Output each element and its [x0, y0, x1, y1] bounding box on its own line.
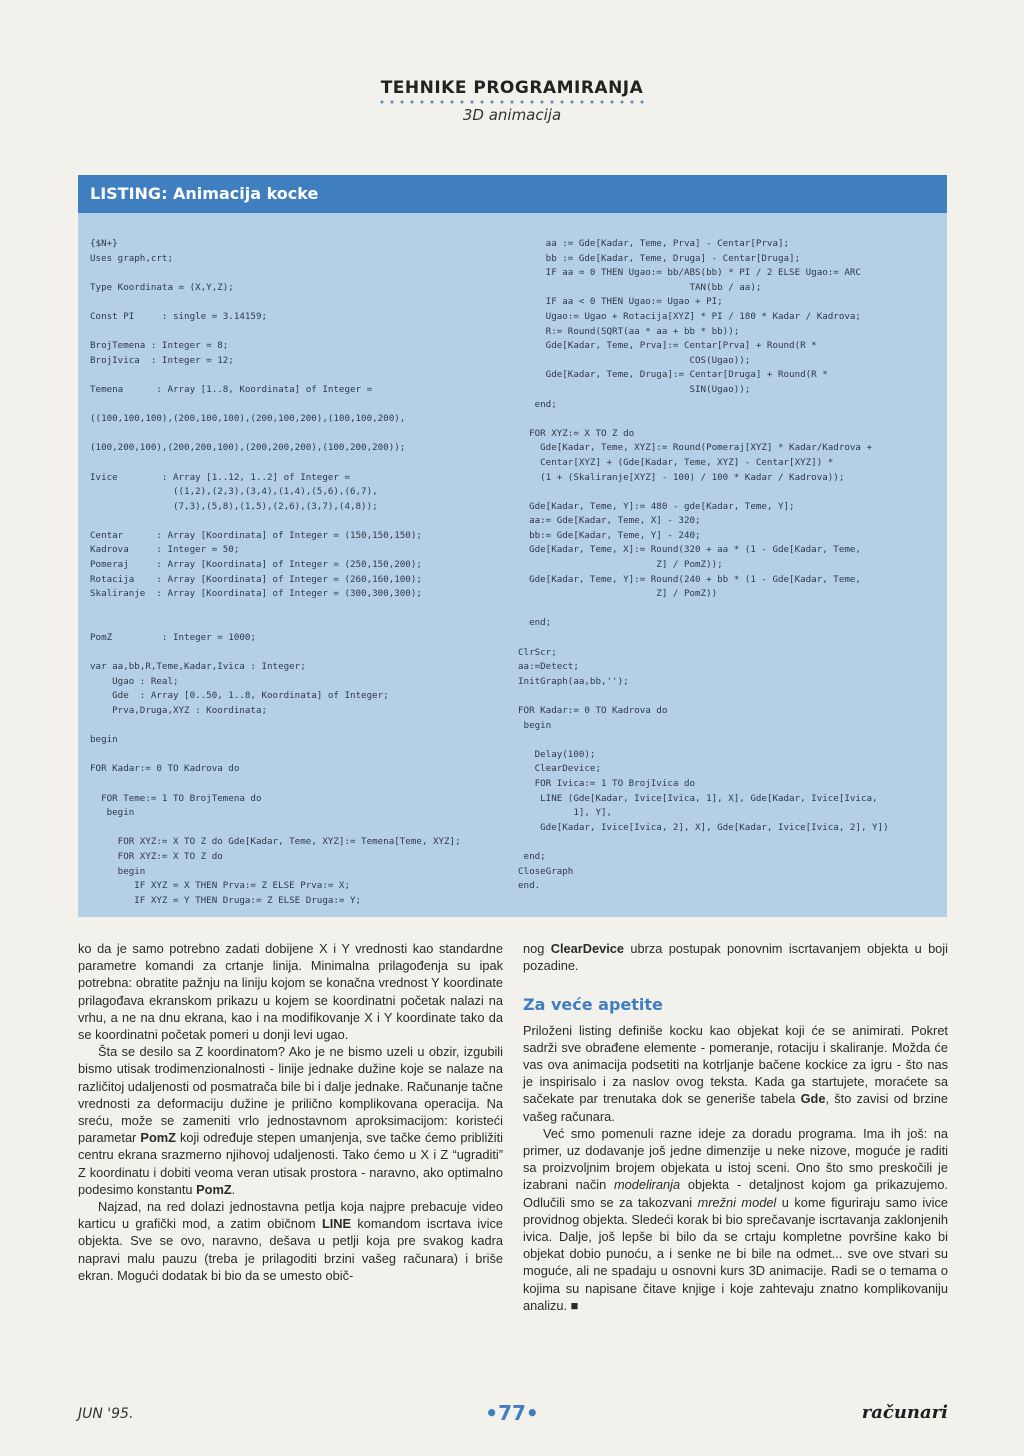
paragraph: ko da je samo potrebno zadati dobijene X i Y vrednosti kao standardne parametre komandi za crtanje linija. Minimalna prilagođenja su ipak potrebna: obratite pažnju na liniju kojom se konačna vrednost Y koordinate prilagođava ekranskom prikazu u kojem se koordinatni početak nalazi na vrhu, a ne na dnu ekrana, kao i na modifikovanje X i Y koordinate tako da se koordinatni početak pomeri u donji levi ugao. [78, 941, 503, 1043]
code-listing-left: {$N+} Uses graph,crt; Type Koordinata = (X,Y,Z); Const PI : single = 3.14159; BrojTemena : Integer = 8; BrojIvica : Integer = 12; Temena : Array [1..8, Koordinata] of Integer = ((100,100,100),(200,100,100),(200,100,200),(100,100,200), (100,200,100),(200,200,100),(200,200,200),(100,200,200)); Ivice : Array [1..12, 1..2] of Integer = ((1,2),(2,3),(3,4),(1,4),(5,6),(6,7), (7,3),(5,8),(1,5),(2,6),(3,7),(4,8)); Centar : Array [Koordinata] of Integer = (150,150,150); Kadrova : Integer = 50; Pomeraj : Array [Koordinata] of Integer = (250,150,200); Rotacija : Array [Koordinata] of Integer = (260,160,100); Skaliranje : Array [Koordinata] of Integer = (300,300,300); PomZ : Integer = 1000; var aa,bb,R,Teme,Kadar,Ivica : Integer; Ugao : Real; Gde : Array [0..50, 1..8, Koordinata] of Integer; Prva,Druga,XYZ : Koordinata; begin FOR Kadar:= 0 TO Kadrova do FOR Teme:= 1 TO BrojTemena do begin FOR XYZ:= X TO Z do Gde[Kadar, Teme, XYZ]:= Temena[Teme, XYZ]; FOR XYZ:= X TO Z do begin IF XYZ = X THEN Prva:= Z ELSE Prva:= X; IF XYZ = Y THEN Druga:= Z ELSE Druga:= Y; [90, 238, 461, 906]
subheading: Za veće apetite [523, 995, 663, 1015]
keyword-cleardevice: ClearDevice [550, 941, 624, 956]
keyword-pomz: PomZ [196, 1181, 232, 1197]
section-subtitle: 3D animacija [462, 106, 562, 124]
paragraph: Šta se desilo sa Z koordinatom? Ako je ne bismo uzeli u obzir, izgubili bismo utisak trodimenzionalnosti - linije jednake dužine koje se nalaze na različitoj udaljenosti od posmatrača bile bi i dalje jednake. Računanje tačne vrednosti za deformaciju dužine je prilično komplikovana operacija. Na sreću, može se zameniti vrlo jednostavnom aproksimacijom: koristeći parametar PomZ koji određuje stepen umanjenja, sve tačke ćemo približiti centru ekrana srazmerno njihovoj udaljenosti. Tako ćemo u X i Z “ugraditi” Z koordinatu i dobiti veoma veran utisak prostora - naravno, ako optimalno podesimo konstantu PomZ. [78, 1044, 503, 1197]
paragraph: Već smo pomenuli razne ideje za doradu programa. Ima ih još: na primer, uz dodavanje još jedne dimenzije u neke nizove, moguće je raditi sa proizvoljnim brojem objekata u istoj sceni. Ono što smo preskočili je izabrani način modeliranja objekta - detaljnost kojom ga prikazujemo. Odlučili smo se za takozvani mrežni model u kome figuriraju samo ivice providnog objekta. Sledeći korak bi bio sprečavanje iscrtavanja zaklonjenih ivica. Dalje, još lepše bi bilo da se crtaju kompletne površine kako bi objekat dobio punoću, a i senke ne bi bile na odmet... sve ove stvari su moguće, ali ne spadaju u osnovni kurs 3D animacije. Radi se o temama o kojima su napisane čitave knjige i koje zahtevaju znatno komplikovaniju analizu. ■ [523, 1125, 948, 1313]
paragraph: nog ClearDevice ubrza postupak ponovnim iscrtavanjem objekta u boji pozadine. [523, 941, 948, 974]
emphasis-mrezni-model: mrežni model [697, 1194, 777, 1210]
paragraph: Najzad, na red dolazi jednostavna petlja koja najpre prebacuje video karticu u grafički mod, a zatim običnom LINE komandom iscrtava ivice objekta. Sve se ovo, naravno, dešava u petlji koja pre svakog kadra napravi malu pauzu (treba je prilagoditi brzini vašeg računara) i briše ekran. Mogući dodatak bi bio da se umesto obič- [78, 1199, 503, 1283]
code-listing-box [78, 175, 947, 917]
keyword-gde: Gde [800, 1091, 826, 1107]
page-number: •77• [485, 1401, 539, 1425]
emphasis-modeliranja: modeliranja [613, 1177, 681, 1193]
footer-date: JUN '95. [78, 1406, 134, 1422]
body-column-left [78, 940, 503, 1284]
paragraph: Priloženi listing definiše kocku kao objekat koji će se animirati. Pokret sadrži sve obrađene elemente - pomeranje, rotaciju i skaliranje. Možda će vas ova animacija podsetiti na kotrljanje bačene kockice za igru - što nas je inspirisalo i za naslov ovog teksta. Kada ga startujete, moraćete sa sačekate par trenutaka dok se generiše tabela Gde, što zavisi od brzine vašeg računara. [523, 1022, 949, 1124]
title-dot-rule [377, 99, 647, 105]
code-listing-right: aa := Gde[Kadar, Teme, Prva] - Centar[Prva]; bb := Gde[Kadar, Teme, Druga] - Centar[Druga]; IF aa = 0 THEN Ugao:= bb/ABS(bb) * PI / 2 ELSE Ugao:= ARC TAN(bb / aa); IF aa < 0 THEN Ugao:= Ugao + PI; Ugao:= Ugao + Rotacija[XYZ] * PI / 180 * Kadar / Kadrova; R:= Round(SQRT(aa * aa + bb * bb)); Gde[Kadar, Teme, Prva]:= Centar[Prva] + Round(R * COS(Ugao)); Gde[Kadar, Teme, Druga]:= Centar[Druga] + Round(R * SIN(Ugao)); end; FOR XYZ:= X TO Z do Gde[Kadar, Teme, XYZ]:= Round(Pomeraj[XYZ] * Kadar/Kadrova + Centar[XYZ] + (Gde[Kadar, Teme, XYZ] - Centar[XYZ]) * (1 + (Skaliranje[XYZ] - 100) / 100 * Kadar / Kadrova)); Gde[Kadar, Teme, Y]:= 480 - gde[Kadar, Teme, Y]; aa:= Gde[Kadar, Teme, X] - 320; bb:= Gde[Kadar, Teme, Y] - 240; Gde[Kadar, Teme, X]:= Round(320 + aa * (1 - Gde[Kadar, Teme, Z] / PomZ)); Gde[Kadar, Teme, Y]:= Round(240 + bb * (1 - Gde[Kadar, Teme, Z] / PomZ)) end; ClrScr; aa:=Detect; InitGraph(aa,bb,''); FOR Kadar:= 0 TO Kadrova do begin Delay(100); ClearDevice; FOR Ivica:= 1 TO BrojIvica do LINE (Gde[Kadar, Ivice[Ivica, 1], X], Gde[Kadar, Ivice[Ivica, 1], Y], Gde[Kadar, Ivice[Ivica, 2], X], Gde[Kadar, Ivice[Ivica, 2], Y]) end; CloseGraph end. [518, 238, 889, 892]
body-column-right [523, 940, 948, 1314]
page-header [0, 78, 1024, 124]
publication-name: računari [861, 1402, 948, 1423]
keyword-pomz: PomZ [140, 1130, 176, 1146]
section-title: TEHNIKE PROGRAMIRANJA [380, 78, 644, 98]
listing-title: LISTING: Animacija kocke [78, 175, 947, 213]
keyword-line: LINE [321, 1216, 352, 1232]
